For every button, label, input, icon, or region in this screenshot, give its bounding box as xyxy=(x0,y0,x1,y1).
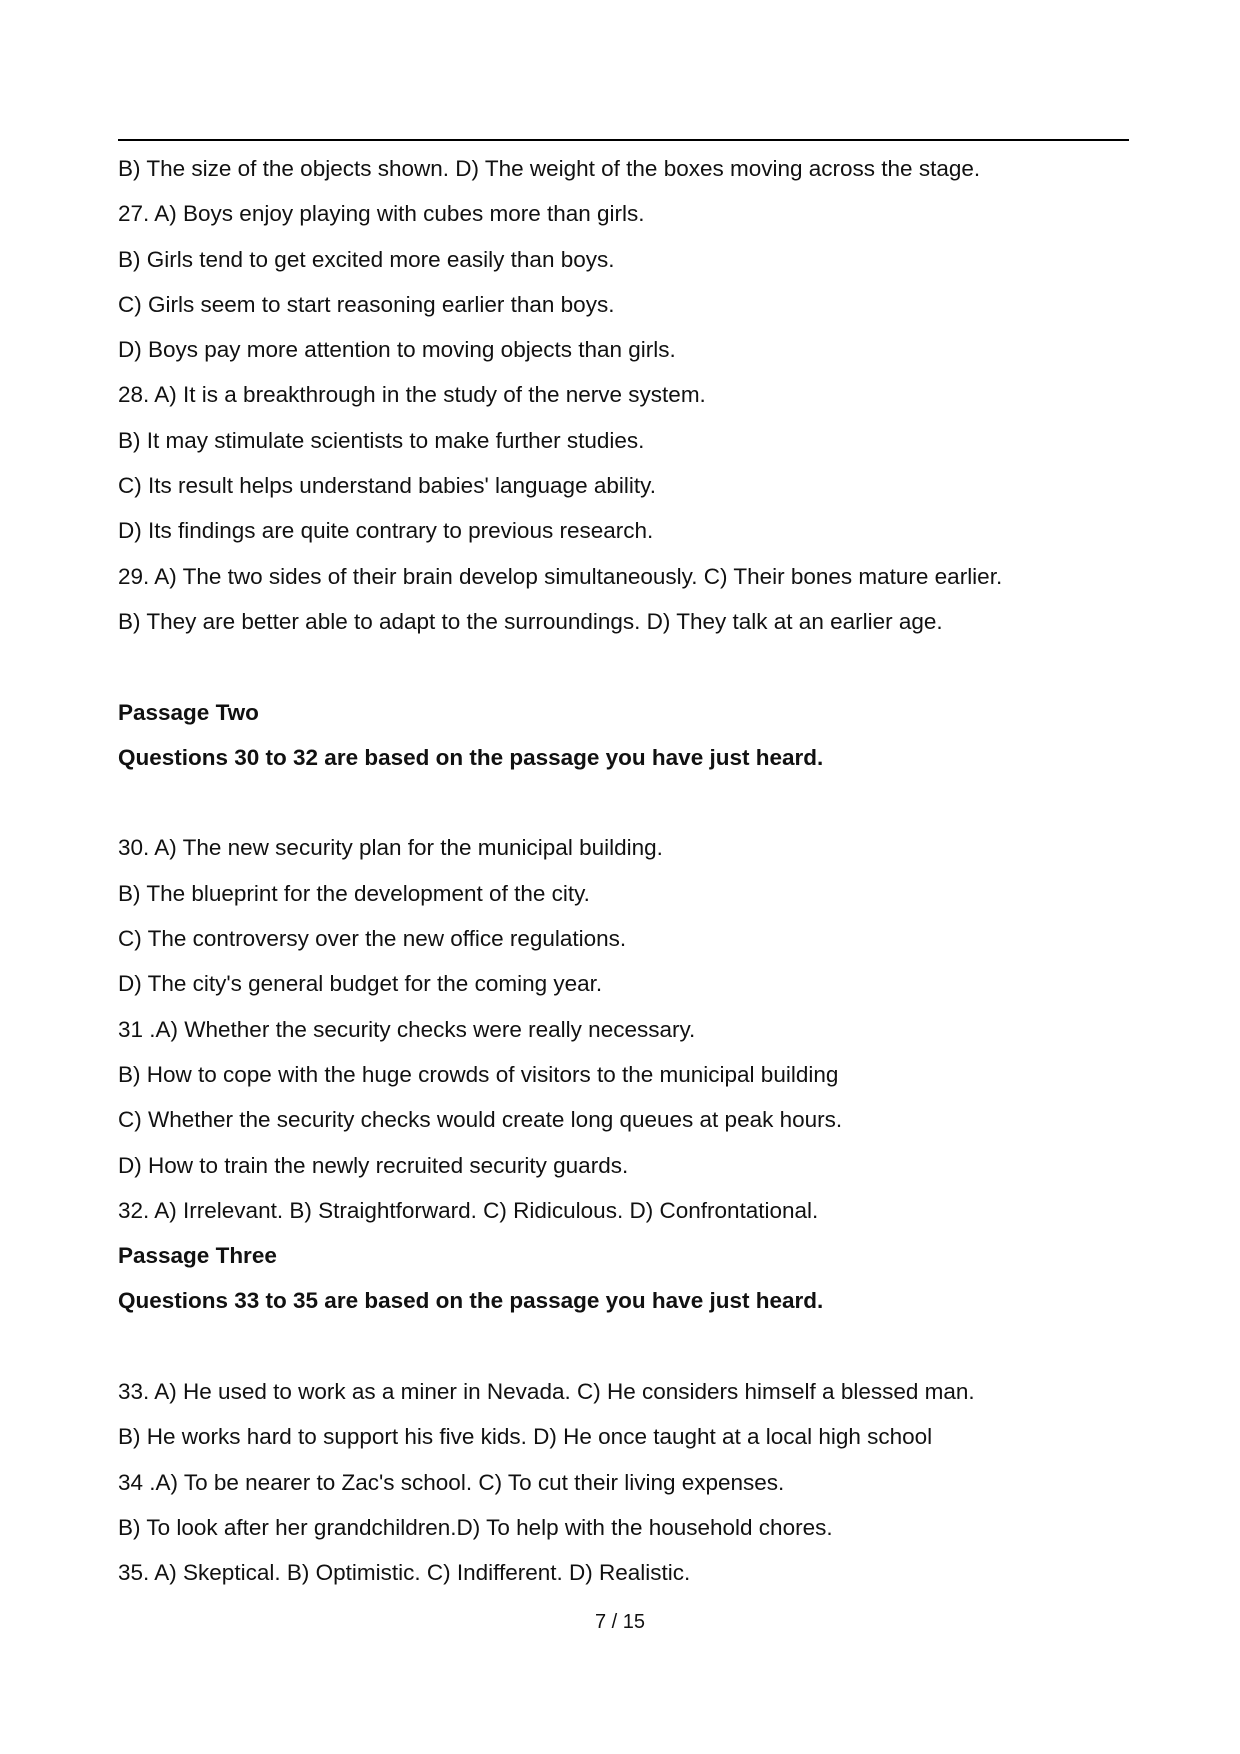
spacer xyxy=(118,780,1129,825)
question-27-option-a: 27. A) Boys enjoy playing with cubes more than girls. xyxy=(118,201,645,227)
header-rule xyxy=(118,139,1129,141)
page-number: 7 / 15 xyxy=(594,1611,646,1633)
spacer xyxy=(118,1324,1129,1369)
question-28-option-d: D) Its findings are quite contrary to previous research. xyxy=(118,518,654,544)
question-29-options-a-c: 29. A) The two sides of their brain develop simultaneously. C) Their bones mature earlier. xyxy=(118,563,1003,589)
question-27-option-c: C) Girls seem to start reasoning earlier than boys. xyxy=(118,291,615,317)
question-35-options: 35. A) Skeptical. B) Optimistic. C) Indifferent. D) Realistic. xyxy=(118,1560,691,1586)
question-27-option-b: B) Girls tend to get excited more easily than boys. xyxy=(118,246,615,272)
passage-two-instruction: Questions 30 to 32 are based on the passage you have just heard. xyxy=(118,744,824,770)
passage-two-heading: Passage Two xyxy=(118,699,259,725)
question-31-option-b: B) How to cope with the huge crowds of visitors to the municipal building xyxy=(118,1061,839,1087)
spacer xyxy=(118,644,1129,689)
question-30-option-c: C) The controversy over the new office regulations. xyxy=(118,926,627,952)
question-26-options-b-d: B) The size of the objects shown. D) The weight of the boxes moving across the stage. xyxy=(118,156,981,181)
question-34-options-b-d: B) To look after her grandchildren.D) To help with the household chores. xyxy=(118,1514,833,1540)
question-27-option-d: D) Boys pay more attention to moving objects than girls. xyxy=(118,337,676,363)
question-31-option-a: 31 .A) Whether the security checks were really necessary. xyxy=(118,1016,696,1042)
question-31-option-c: C) Whether the security checks would create long queues at peak hours. xyxy=(118,1107,843,1133)
question-32-options: 32. A) Irrelevant. B) Straightforward. C) Ridiculous. D) Confrontational. xyxy=(118,1197,819,1223)
passage-three-instruction: Questions 33 to 35 are based on the passage you have just heard. xyxy=(118,1288,824,1314)
question-31-option-d: D) How to train the newly recruited security guards. xyxy=(118,1152,629,1178)
question-30-option-a: 30. A) The new security plan for the municipal building. xyxy=(118,835,663,861)
question-28-option-b: B) It may stimulate scientists to make further studies. xyxy=(118,427,645,453)
question-28-option-c: C) Its result helps understand babies' language ability. xyxy=(118,473,656,499)
page-content xyxy=(118,146,1129,1596)
question-33-options-b-d: B) He works hard to support his five kids. D) He once taught at a local high school xyxy=(118,1424,933,1450)
question-34-options-a-c: 34 .A) To be nearer to Zac's school. C) To cut their living expenses. xyxy=(118,1469,785,1495)
question-29-options-b-d: B) They are better able to adapt to the surroundings. D) They talk at an earlier age. xyxy=(118,608,943,634)
question-28-option-a: 28. A) It is a breakthrough in the study of the nerve system. xyxy=(118,382,706,408)
question-30-option-d: D) The city's general budget for the coming year. xyxy=(118,971,603,997)
question-33-options-a-c: 33. A) He used to work as a miner in Nevada. C) He considers himself a blessed man. xyxy=(118,1379,975,1405)
question-30-option-b: B) The blueprint for the development of the city. xyxy=(118,880,590,906)
passage-three-heading: Passage Three xyxy=(118,1243,277,1269)
